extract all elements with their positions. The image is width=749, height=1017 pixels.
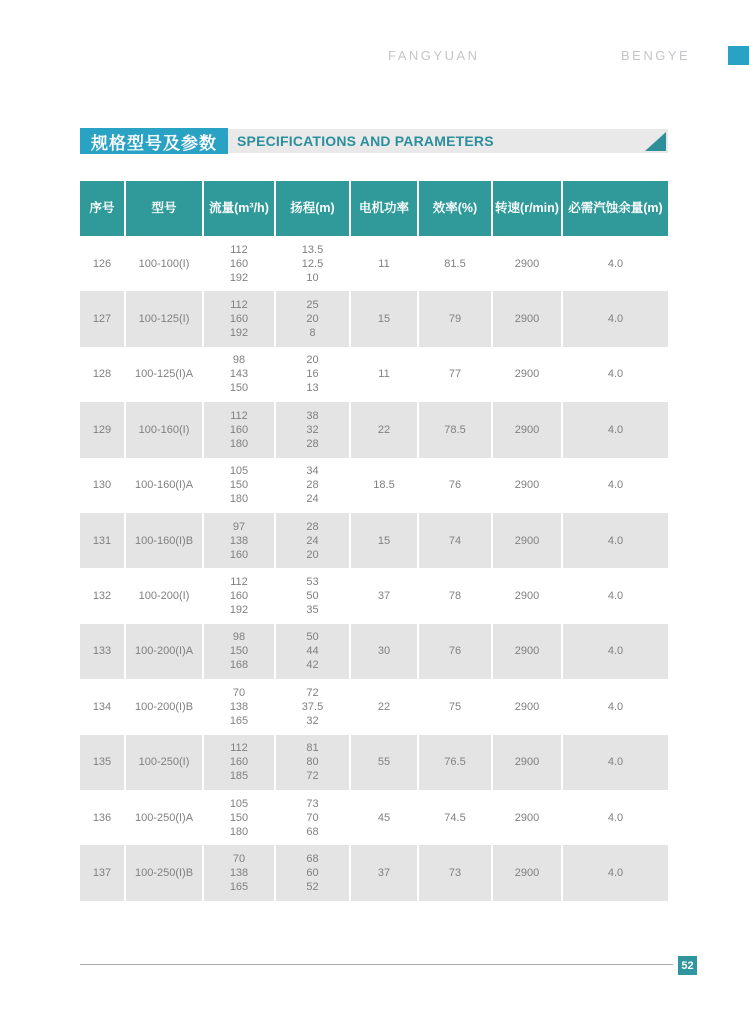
cell-line: 53 xyxy=(306,576,319,589)
corner-accent-square xyxy=(728,46,749,65)
cell-model: 100-160(I)A xyxy=(126,458,204,513)
table-row xyxy=(80,845,668,900)
cell-speed: 2900 xyxy=(493,513,563,568)
cell-model: 100-160(I)B xyxy=(126,513,204,568)
table-row xyxy=(80,624,668,679)
cell-head xyxy=(276,347,351,402)
cell-line: 160 xyxy=(229,548,249,561)
footer-rule xyxy=(80,964,673,965)
table-row xyxy=(80,236,668,291)
cell-no: 127 xyxy=(80,291,126,346)
cell-no: 133 xyxy=(80,624,126,679)
cell-model: 100-100(I) xyxy=(126,236,204,291)
cell-power: 30 xyxy=(351,624,419,679)
cell-npsh: 4.0 xyxy=(607,756,624,769)
cell-efficiency: 78 xyxy=(419,568,493,623)
cell-line: 38 xyxy=(306,409,319,422)
cell-flow xyxy=(204,845,276,900)
cell-speed: 2900 xyxy=(493,624,563,679)
cell-model: 100-200(I)A xyxy=(126,624,204,679)
cell-power: 22 xyxy=(351,402,419,457)
cell-head xyxy=(276,735,351,790)
cell-speed: 2900 xyxy=(493,568,563,623)
cell-line: 160 xyxy=(229,257,249,270)
cell-line: 192 xyxy=(229,327,249,340)
section-title-zh: 规格型号及参数 xyxy=(80,128,228,154)
cell-line: 165 xyxy=(229,880,249,893)
cell-line: 143 xyxy=(229,368,249,381)
cell-line: 12.5 xyxy=(301,257,324,270)
cell-speed: 2900 xyxy=(493,845,563,900)
column-header-head: 扬程(m) xyxy=(276,181,351,236)
cell-line: 112 xyxy=(230,243,248,256)
cell-model: 100-160(I) xyxy=(126,402,204,457)
cell-line: 97 xyxy=(232,520,246,533)
cell-line: 50 xyxy=(306,590,319,603)
column-header-efficiency: 效率(%) xyxy=(419,181,493,236)
column-header-power: 电机功率 xyxy=(351,181,419,236)
cell-power: 22 xyxy=(351,679,419,734)
cell-npsh: 4.0 xyxy=(607,811,624,824)
cell-power: 18.5 xyxy=(351,458,419,513)
cell-power: 55 xyxy=(351,735,419,790)
cell-efficiency: 81.5 xyxy=(419,236,493,291)
cell-model: 100-125(I)A xyxy=(126,347,204,402)
cell-efficiency: 76.5 xyxy=(419,735,493,790)
cell-flow xyxy=(204,624,276,679)
cell-head xyxy=(276,568,351,623)
cell-line: 28 xyxy=(306,520,319,533)
cell-model: 100-250(I)B xyxy=(126,845,204,900)
cell-efficiency: 74 xyxy=(419,513,493,568)
table-row xyxy=(80,679,668,734)
cell-npsh: 4.0 xyxy=(607,700,624,713)
cell-line: 42 xyxy=(306,659,319,672)
cell-no: 126 xyxy=(80,236,126,291)
cell-line: 32 xyxy=(306,714,319,727)
cell-line: 24 xyxy=(306,534,319,547)
cell-line: 28 xyxy=(306,437,319,450)
table-row xyxy=(80,735,668,790)
cell-line: 10 xyxy=(306,271,319,284)
column-header-npsh: 必需汽蚀余量(m) xyxy=(568,201,663,215)
cell-flow xyxy=(204,513,276,568)
brand-text-bengye: BENGYE xyxy=(621,48,691,63)
cell-line: 105 xyxy=(229,465,249,478)
cell-line: 150 xyxy=(229,811,249,824)
cell-npsh: 4.0 xyxy=(607,866,624,879)
cell-head xyxy=(276,458,351,513)
cell-line: 20 xyxy=(306,313,319,326)
section-title-bar xyxy=(228,129,668,153)
table-row xyxy=(80,568,668,623)
cell-line: 13 xyxy=(306,382,319,395)
cell-flow xyxy=(204,735,276,790)
cell-line: 160 xyxy=(229,590,249,603)
cell-line: 160 xyxy=(229,756,249,769)
cell-no: 130 xyxy=(80,458,126,513)
cell-speed: 2900 xyxy=(493,236,563,291)
cell-line: 112 xyxy=(230,576,248,589)
cell-head xyxy=(276,513,351,568)
cell-efficiency: 76 xyxy=(419,458,493,513)
cell-head xyxy=(276,236,351,291)
cell-line: 105 xyxy=(229,797,249,810)
table-row xyxy=(80,513,668,568)
cell-npsh: 4.0 xyxy=(607,645,624,658)
cell-line: 24 xyxy=(306,493,319,506)
table-header-row xyxy=(80,181,668,236)
cell-line: 180 xyxy=(229,437,249,450)
cell-head xyxy=(276,624,351,679)
cell-line: 35 xyxy=(306,604,319,617)
cell-line: 138 xyxy=(229,700,249,713)
column-header-no: 序号 xyxy=(80,181,126,236)
cell-head xyxy=(276,845,351,900)
cell-line: 68 xyxy=(306,825,319,838)
cell-line: 70 xyxy=(306,811,319,824)
cell-power: 15 xyxy=(351,513,419,568)
cell-model: 100-125(I) xyxy=(126,291,204,346)
cell-line: 112 xyxy=(230,409,248,422)
cell-line: 20 xyxy=(306,548,319,561)
cell-efficiency: 79 xyxy=(419,291,493,346)
page-number-badge: 52 xyxy=(678,956,697,975)
cell-line: 150 xyxy=(229,382,249,395)
cell-efficiency: 76 xyxy=(419,624,493,679)
column-header-speed: 转速(r/min) xyxy=(493,181,563,236)
cell-no: 134 xyxy=(80,679,126,734)
table-row xyxy=(80,291,668,346)
cell-line: 28 xyxy=(306,479,319,492)
cell-flow xyxy=(204,790,276,845)
cell-line: 150 xyxy=(229,645,249,658)
cell-line: 70 xyxy=(232,686,246,699)
cell-speed: 2900 xyxy=(493,291,563,346)
cell-speed: 2900 xyxy=(493,679,563,734)
cell-line: 138 xyxy=(229,534,249,547)
cell-line: 192 xyxy=(229,604,249,617)
brand-text-fangyuan: FANGYUAN xyxy=(388,48,480,63)
cell-npsh: 4.0 xyxy=(607,423,624,436)
cell-line: 34 xyxy=(306,465,319,478)
cell-power: 11 xyxy=(351,236,419,291)
cell-line: 112 xyxy=(230,299,248,312)
cell-npsh: 4.0 xyxy=(607,534,624,547)
cell-line: 150 xyxy=(229,479,249,492)
table-row xyxy=(80,458,668,513)
cell-line: 81 xyxy=(306,742,319,755)
cell-line: 168 xyxy=(229,659,249,672)
cell-model: 100-250(I)A xyxy=(126,790,204,845)
cell-efficiency: 77 xyxy=(419,347,493,402)
cell-npsh: 4.0 xyxy=(607,590,624,603)
cell-speed: 2900 xyxy=(493,402,563,457)
cell-flow xyxy=(204,291,276,346)
table-row xyxy=(80,402,668,457)
cell-line: 160 xyxy=(229,313,249,326)
cell-efficiency: 75 xyxy=(419,679,493,734)
cell-speed: 2900 xyxy=(493,735,563,790)
cell-head xyxy=(276,291,351,346)
cell-line: 25 xyxy=(306,299,319,312)
cell-no: 135 xyxy=(80,735,126,790)
cell-line: 72 xyxy=(306,686,319,699)
cell-line: 16 xyxy=(306,368,319,381)
cell-line: 50 xyxy=(306,631,319,644)
cell-line: 180 xyxy=(229,825,249,838)
cell-flow xyxy=(204,402,276,457)
table-body xyxy=(80,236,668,901)
cell-no: 136 xyxy=(80,790,126,845)
cell-efficiency: 74.5 xyxy=(419,790,493,845)
cell-power: 15 xyxy=(351,291,419,346)
cell-line: 160 xyxy=(229,423,249,436)
cell-line: 80 xyxy=(306,756,319,769)
cell-line: 32 xyxy=(306,423,319,436)
cell-model: 100-200(I) xyxy=(126,568,204,623)
cell-power: 45 xyxy=(351,790,419,845)
cell-flow xyxy=(204,236,276,291)
cell-line: 73 xyxy=(306,797,319,810)
cell-model: 100-200(I)B xyxy=(126,679,204,734)
cell-no: 132 xyxy=(80,568,126,623)
cell-line: 165 xyxy=(229,714,249,727)
cell-line: 138 xyxy=(229,866,249,879)
cell-no: 137 xyxy=(80,845,126,900)
column-header-flow: 流量(m³/h) xyxy=(204,181,276,236)
cell-power: 37 xyxy=(351,845,419,900)
cell-flow xyxy=(204,347,276,402)
cell-line: 98 xyxy=(232,354,246,367)
cell-line: 192 xyxy=(229,271,249,284)
specifications-table xyxy=(80,181,668,901)
cell-speed: 2900 xyxy=(493,790,563,845)
cell-speed: 2900 xyxy=(493,347,563,402)
cell-npsh: 4.0 xyxy=(607,257,624,270)
cell-model: 100-250(I) xyxy=(126,735,204,790)
cell-efficiency: 73 xyxy=(419,845,493,900)
cell-power: 37 xyxy=(351,568,419,623)
cell-flow xyxy=(204,679,276,734)
cell-line: 185 xyxy=(229,770,249,783)
cell-line: 60 xyxy=(306,866,319,879)
cell-flow xyxy=(204,458,276,513)
cell-no: 129 xyxy=(80,402,126,457)
cell-head xyxy=(276,790,351,845)
cell-no: 128 xyxy=(80,347,126,402)
cell-no: 131 xyxy=(80,513,126,568)
cell-npsh: 4.0 xyxy=(607,479,624,492)
table-row xyxy=(80,790,668,845)
title-corner-triangle-icon xyxy=(645,132,666,151)
cell-line: 8 xyxy=(309,327,316,340)
cell-power: 11 xyxy=(351,347,419,402)
cell-line: 180 xyxy=(229,493,249,506)
cell-line: 13.5 xyxy=(301,243,324,256)
cell-head xyxy=(276,402,351,457)
cell-line: 72 xyxy=(306,770,319,783)
cell-line: 37.5 xyxy=(301,700,324,713)
cell-line: 98 xyxy=(232,631,246,644)
cell-line: 20 xyxy=(306,354,319,367)
cell-speed: 2900 xyxy=(493,458,563,513)
cell-head xyxy=(276,679,351,734)
section-title xyxy=(80,128,668,154)
cell-line: 44 xyxy=(306,645,319,658)
cell-npsh: 4.0 xyxy=(607,368,624,381)
cell-efficiency: 78.5 xyxy=(419,402,493,457)
cell-line: 70 xyxy=(232,852,246,865)
cell-line: 52 xyxy=(306,880,319,893)
cell-flow xyxy=(204,568,276,623)
column-header-model: 型号 xyxy=(126,181,204,236)
cell-npsh: 4.0 xyxy=(607,313,624,326)
cell-line: 112 xyxy=(230,742,248,755)
section-title-en: SPECIFICATIONS AND PARAMETERS xyxy=(237,133,494,149)
cell-line: 68 xyxy=(306,852,319,865)
table-row xyxy=(80,347,668,402)
